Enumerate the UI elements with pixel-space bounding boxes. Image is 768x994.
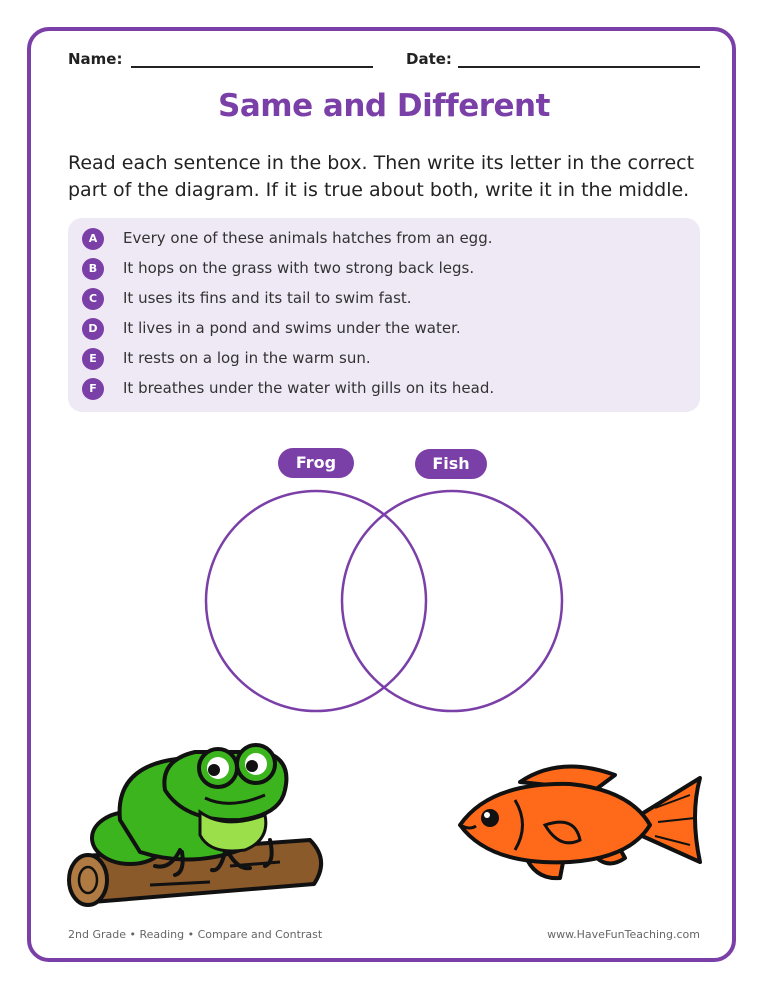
footer-website[interactable]: www.HaveFunTeaching.com [547,928,700,941]
statement-text: It rests on a log in the warm sun. [123,349,371,367]
letter-badge: E [82,348,104,370]
date-label: Date: [406,50,452,68]
statement-text: It lives in a pond and swims under the water. [123,319,461,337]
venn-label-frog: Frog [278,448,354,478]
statement-text: It hops on the grass with two strong back legs. [123,259,475,277]
statement-text: Every one of these animals hatches from an egg. [123,229,493,247]
letter-badge: A [82,228,104,250]
letter-badge: C [82,288,104,310]
statement-text: It uses its fins and its tail to swim fast. [123,289,412,307]
letter-badge: F [82,378,104,400]
page-title: Same and Different [218,88,550,124]
footer-breadcrumb: 2nd Grade • Reading • Compare and Contrast [68,928,323,941]
statement-text: It breathes under the water with gills on its head. [123,379,495,397]
letter-badge: B [82,258,104,280]
instructions: Read each sentence in the box. Then write its letter in the correct part of the diagram. If it is true about both, write it in the middle. [68,152,695,201]
letter-badge: D [82,318,104,340]
venn-label-fish: Fish [415,449,487,479]
name-label: Name: [68,50,123,68]
